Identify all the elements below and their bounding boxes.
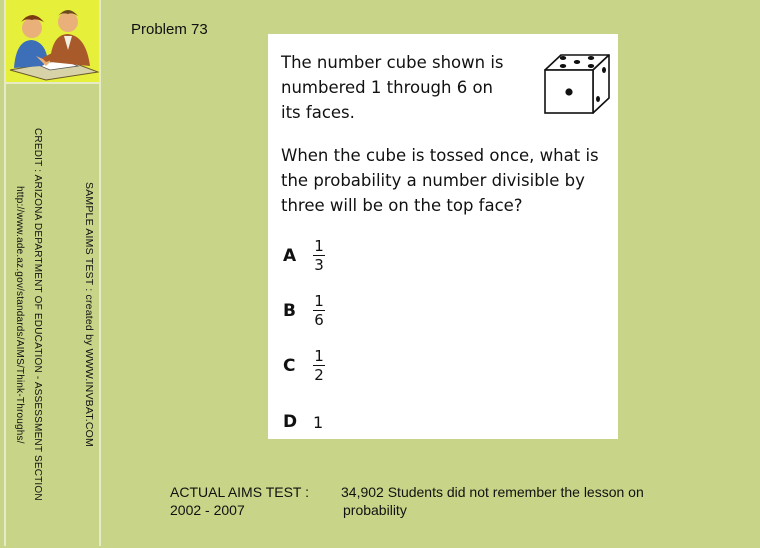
- source-url: http://www.ade.az.gov/standards/AIMS/Think-Throughs/: [14, 185, 25, 444]
- footer-label: ACTUAL AIMS TEST :: [170, 484, 310, 500]
- fraction-numerator: 1: [314, 347, 324, 365]
- sidebar: [4, 0, 101, 546]
- fraction-denominator: 6: [314, 311, 324, 329]
- fraction-numerator: 1: [314, 292, 324, 310]
- question-stem: When the cube is tossed once, what is the probability a number divisible by three will be on the top face?: [281, 146, 599, 215]
- footer-statement-line1: 34,902 Students did not remember the lesson on: [341, 484, 644, 500]
- footer-statement-line2: probability: [343, 502, 407, 518]
- choice-b[interactable]: [283, 293, 325, 328]
- choice-letter: C: [283, 355, 296, 376]
- question-card: [268, 34, 618, 439]
- fraction-numerator: 1: [314, 237, 324, 255]
- choice-fraction: [313, 348, 325, 383]
- choice-value: 1: [313, 412, 324, 432]
- problem-title: Problem 73: [131, 21, 208, 38]
- choice-letter: A: [283, 245, 297, 266]
- choice-d[interactable]: [283, 412, 323, 432]
- choice-a[interactable]: [283, 238, 325, 273]
- choice-letter: B: [283, 300, 296, 321]
- logo-panel: [6, 0, 99, 84]
- choice-letter: D: [283, 412, 298, 432]
- teacher-and-student-clipart-icon: [6, 0, 99, 82]
- fraction-denominator: 2: [314, 366, 324, 384]
- sample-test-note: SAMPLE AIMS TEST : created by WWW.INVBAT.COM: [83, 182, 95, 447]
- choice-fraction: [313, 293, 325, 328]
- choice-c[interactable]: [283, 348, 325, 383]
- credit-text: CREDIT : ARIZONA DEPARTMENT OF EDUCATION - ASSESSMENT SECTION: [32, 128, 43, 501]
- question-stem-intro: The number cube shown is numbered 1 through 6 on its faces.: [281, 53, 504, 122]
- fraction-denominator: 3: [314, 256, 324, 274]
- footer-years: 2002 - 2007: [170, 502, 245, 518]
- choice-fraction: [313, 238, 325, 273]
- number-cube-icon: [541, 50, 613, 116]
